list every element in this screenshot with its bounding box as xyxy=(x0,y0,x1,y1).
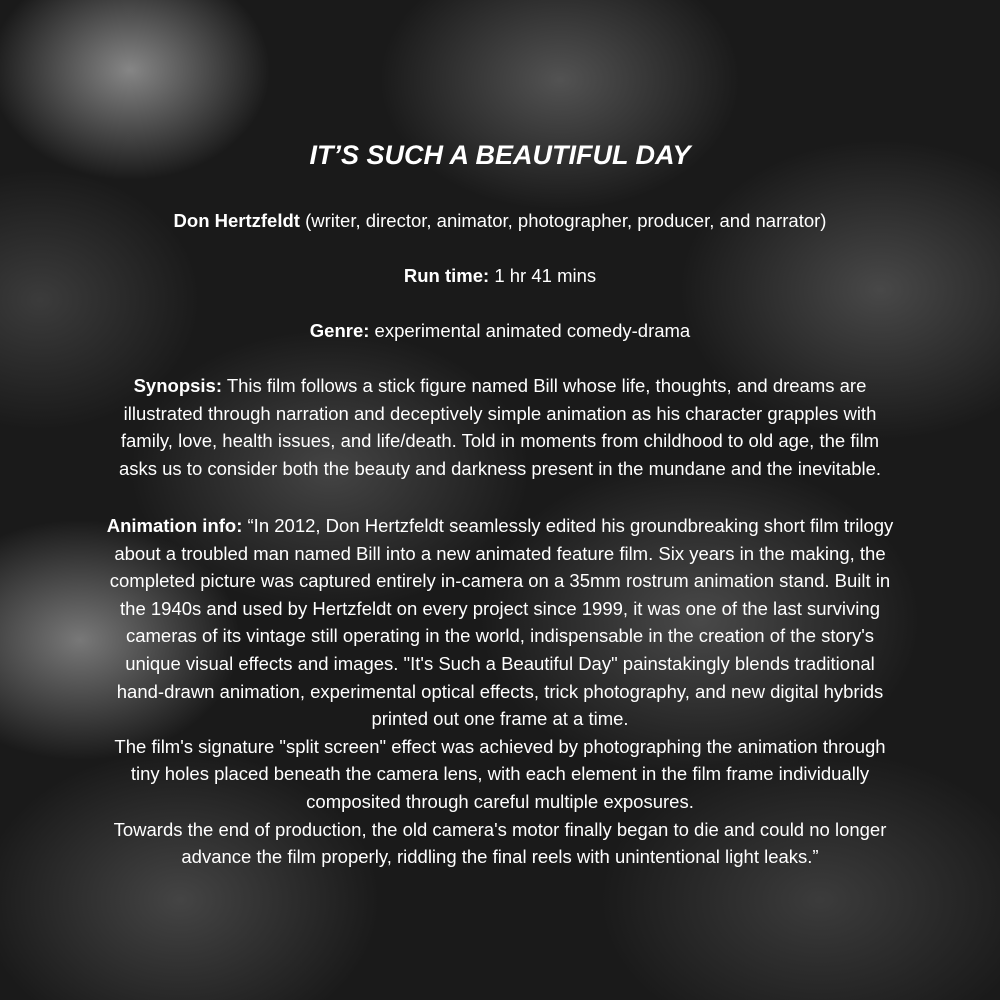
animation-line: composited through careful multiple exposures. xyxy=(306,790,694,812)
credit-label: Don Hertzfeldt xyxy=(173,210,300,231)
runtime-label: Run time: xyxy=(403,265,490,286)
credit-text: (writer, director, animator, photographer, producer, and narrator) xyxy=(299,210,827,231)
animation-line: “In 2012, Don Hertzfeldt seamlessly edited his groundbreaking short film trilogy xyxy=(242,515,894,536)
synopsis-paragraph xyxy=(0,372,1000,482)
animation-line: printed out one frame at a time. xyxy=(371,708,629,730)
synopsis-line: asks us to consider both the beauty and darkness present in the mundane and the inevitable. xyxy=(118,457,882,479)
animation-line: completed picture was captured entirely in-camera on a 35mm rostrum animation stand. Built in xyxy=(109,570,891,592)
animation-line: cameras of its vintage still operating in the world, indispensable in the creation of the story's xyxy=(125,625,875,647)
synopsis-line: This film follows a stick figure named Bill whose life, thoughts, and dreams are xyxy=(222,375,867,396)
runtime-value: 1 hr 41 mins xyxy=(489,265,597,286)
page-title: IT’S SUCH A BEAUTIFUL DAY xyxy=(309,140,691,170)
animation-line: Towards the end of production, the old camera's motor finally began to die and could no longer xyxy=(113,818,887,840)
runtime-line xyxy=(0,262,1000,290)
genre-line xyxy=(0,317,1000,345)
credit-line xyxy=(0,207,1000,235)
animation-line: The film's signature "split screen" effect was achieved by photographing the animation through xyxy=(114,735,886,757)
animation-line: tiny holes placed beneath the camera lens, with each element in the film frame individually xyxy=(130,763,870,785)
synopsis-line: illustrated through narration and deceptively simple animation as his character grapples with xyxy=(123,402,877,424)
synopsis-line: family, love, health issues, and life/death. Told in moments from childhood to old age, the film xyxy=(120,430,880,452)
animation-line: advance the film properly, riddling the final reels with unintentional light leaks.” xyxy=(181,846,819,868)
animation-line: unique visual effects and images. "It's Such a Beautiful Day" painstakingly blends traditional xyxy=(125,652,875,674)
genre-value: experimental animated comedy-drama xyxy=(369,320,691,341)
animation-line: about a troubled man named Bill into a new animated feature film. Six years in the making, the xyxy=(114,542,886,564)
animation-line: the 1940s and used by Hertzfeldt on every project since 1999, it was one of the last surviving xyxy=(120,597,880,619)
animation-info-paragraph xyxy=(0,512,1000,871)
animation-label: Animation info: xyxy=(106,515,243,536)
animation-line: hand-drawn animation, experimental optical effects, trick photography, and new digital hybrids xyxy=(116,680,884,702)
genre-label: Genre: xyxy=(309,320,370,341)
synopsis-label: Synopsis: xyxy=(133,375,223,396)
